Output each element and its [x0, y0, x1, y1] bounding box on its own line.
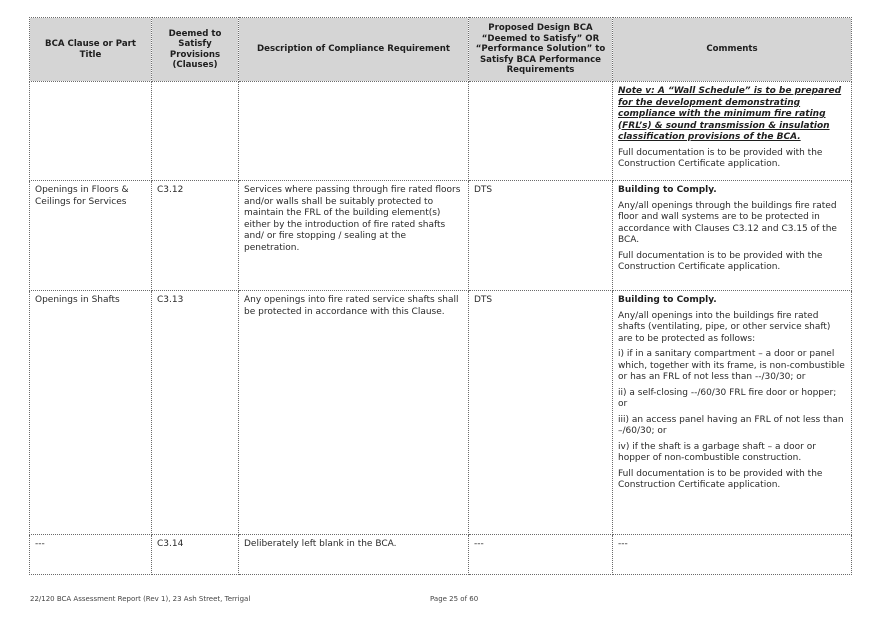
cell-title: Openings in Shafts [30, 291, 152, 535]
cell-clause: C3.13 [152, 291, 239, 535]
comment-paragraph: Any/all openings through the buildings fire rated floor and wall systems are to be protected in accordance with Clauses C3.12 and C3.15 of the BCA. [618, 200, 837, 245]
table-row [30, 535, 852, 575]
cell-clause: C3.12 [152, 181, 239, 291]
comment-paragraph: iii) an access panel having an FRL of not less than –/60/30; or [618, 414, 844, 436]
cell-clause: C3.14 [152, 535, 239, 575]
comment-paragraph: i) if in a sanitary compartment – a door or panel which, together with its frame, is non-combustible or has an FRL of not less than --/30/30; or [618, 349, 845, 382]
table-header-row [30, 18, 852, 82]
header-dts-provisions: Deemed to Satisfy Provisions (Clauses) [152, 18, 239, 82]
cell-title: --- [30, 535, 152, 575]
cell-title: Openings in Floors & Ceilings for Services [30, 181, 152, 291]
header-proposed-design: Proposed Design BCA “Deemed to Satisfy” OR “Performance Solution” to Satisfy BCA Performance Requirements [469, 18, 613, 82]
table-row [30, 82, 852, 181]
cell-comments [613, 291, 852, 535]
cell-comments [613, 82, 852, 181]
cell-proposed: DTS [469, 291, 613, 535]
cell-title [30, 82, 152, 181]
footer-page-number: Page 25 of 60 [430, 595, 479, 603]
table-row [30, 181, 852, 291]
comment-paragraph: iv) if the shaft is a garbage shaft – a door or hopper of non-combustible construction. [618, 441, 816, 463]
cell-description: Any openings into fire rated service shafts shall be protected in accordance with this Clause. [239, 291, 469, 535]
cell-description: Deliberately left blank in the BCA. [239, 535, 469, 575]
header-clause-title: BCA Clause or Part Title [30, 18, 152, 82]
comment-paragraph: ii) a self-closing --/60/30 FRL fire door or hopper; or [618, 387, 837, 409]
comment-paragraph: Full documentation is to be provided with the Construction Certificate application. [618, 147, 823, 169]
footer-report-reference: 22/120 BCA Assessment Report (Rev 1), 23 Ash Street, Terrigal [30, 595, 251, 603]
comment-paragraph: Any/all openings into the buildings fire rated shafts (ventilating, pipe, or other service shaft) are to be protected as follows: [618, 310, 831, 344]
cell-proposed: DTS [469, 181, 613, 291]
wall-schedule-note: Note v: A “Wall Schedule” is to be prepared for the development demonstrating compliance with the minimum fire rating (FRL’s) & sound transmission & insulation classification provisions of the BCA. [618, 86, 842, 142]
cell-description [239, 82, 469, 181]
cell-description: Services where passing through fire rated floors and/or walls shall be suitably protected to maintain the FRL of the building element(s) either by the introduction of fire rated shafts and/ or fire stopping / sealing at the penetration. [239, 181, 469, 291]
cell-comments [613, 181, 852, 291]
comment-paragraph: Full documentation is to be provided with the Construction Certificate application. [618, 468, 823, 490]
cell-comments: --- [613, 535, 852, 575]
cell-clause [152, 82, 239, 181]
bca-assessment-table [29, 17, 852, 575]
table-row [30, 291, 852, 535]
comment-heading: Building to Comply. [618, 185, 717, 195]
cell-proposed: --- [469, 535, 613, 575]
comment-heading: Building to Comply. [618, 295, 717, 305]
header-comments: Comments [613, 18, 852, 82]
cell-proposed [469, 82, 613, 181]
header-description: Description of Compliance Requirement [239, 18, 469, 82]
comment-paragraph: Full documentation is to be provided with the Construction Certificate application. [618, 250, 823, 272]
